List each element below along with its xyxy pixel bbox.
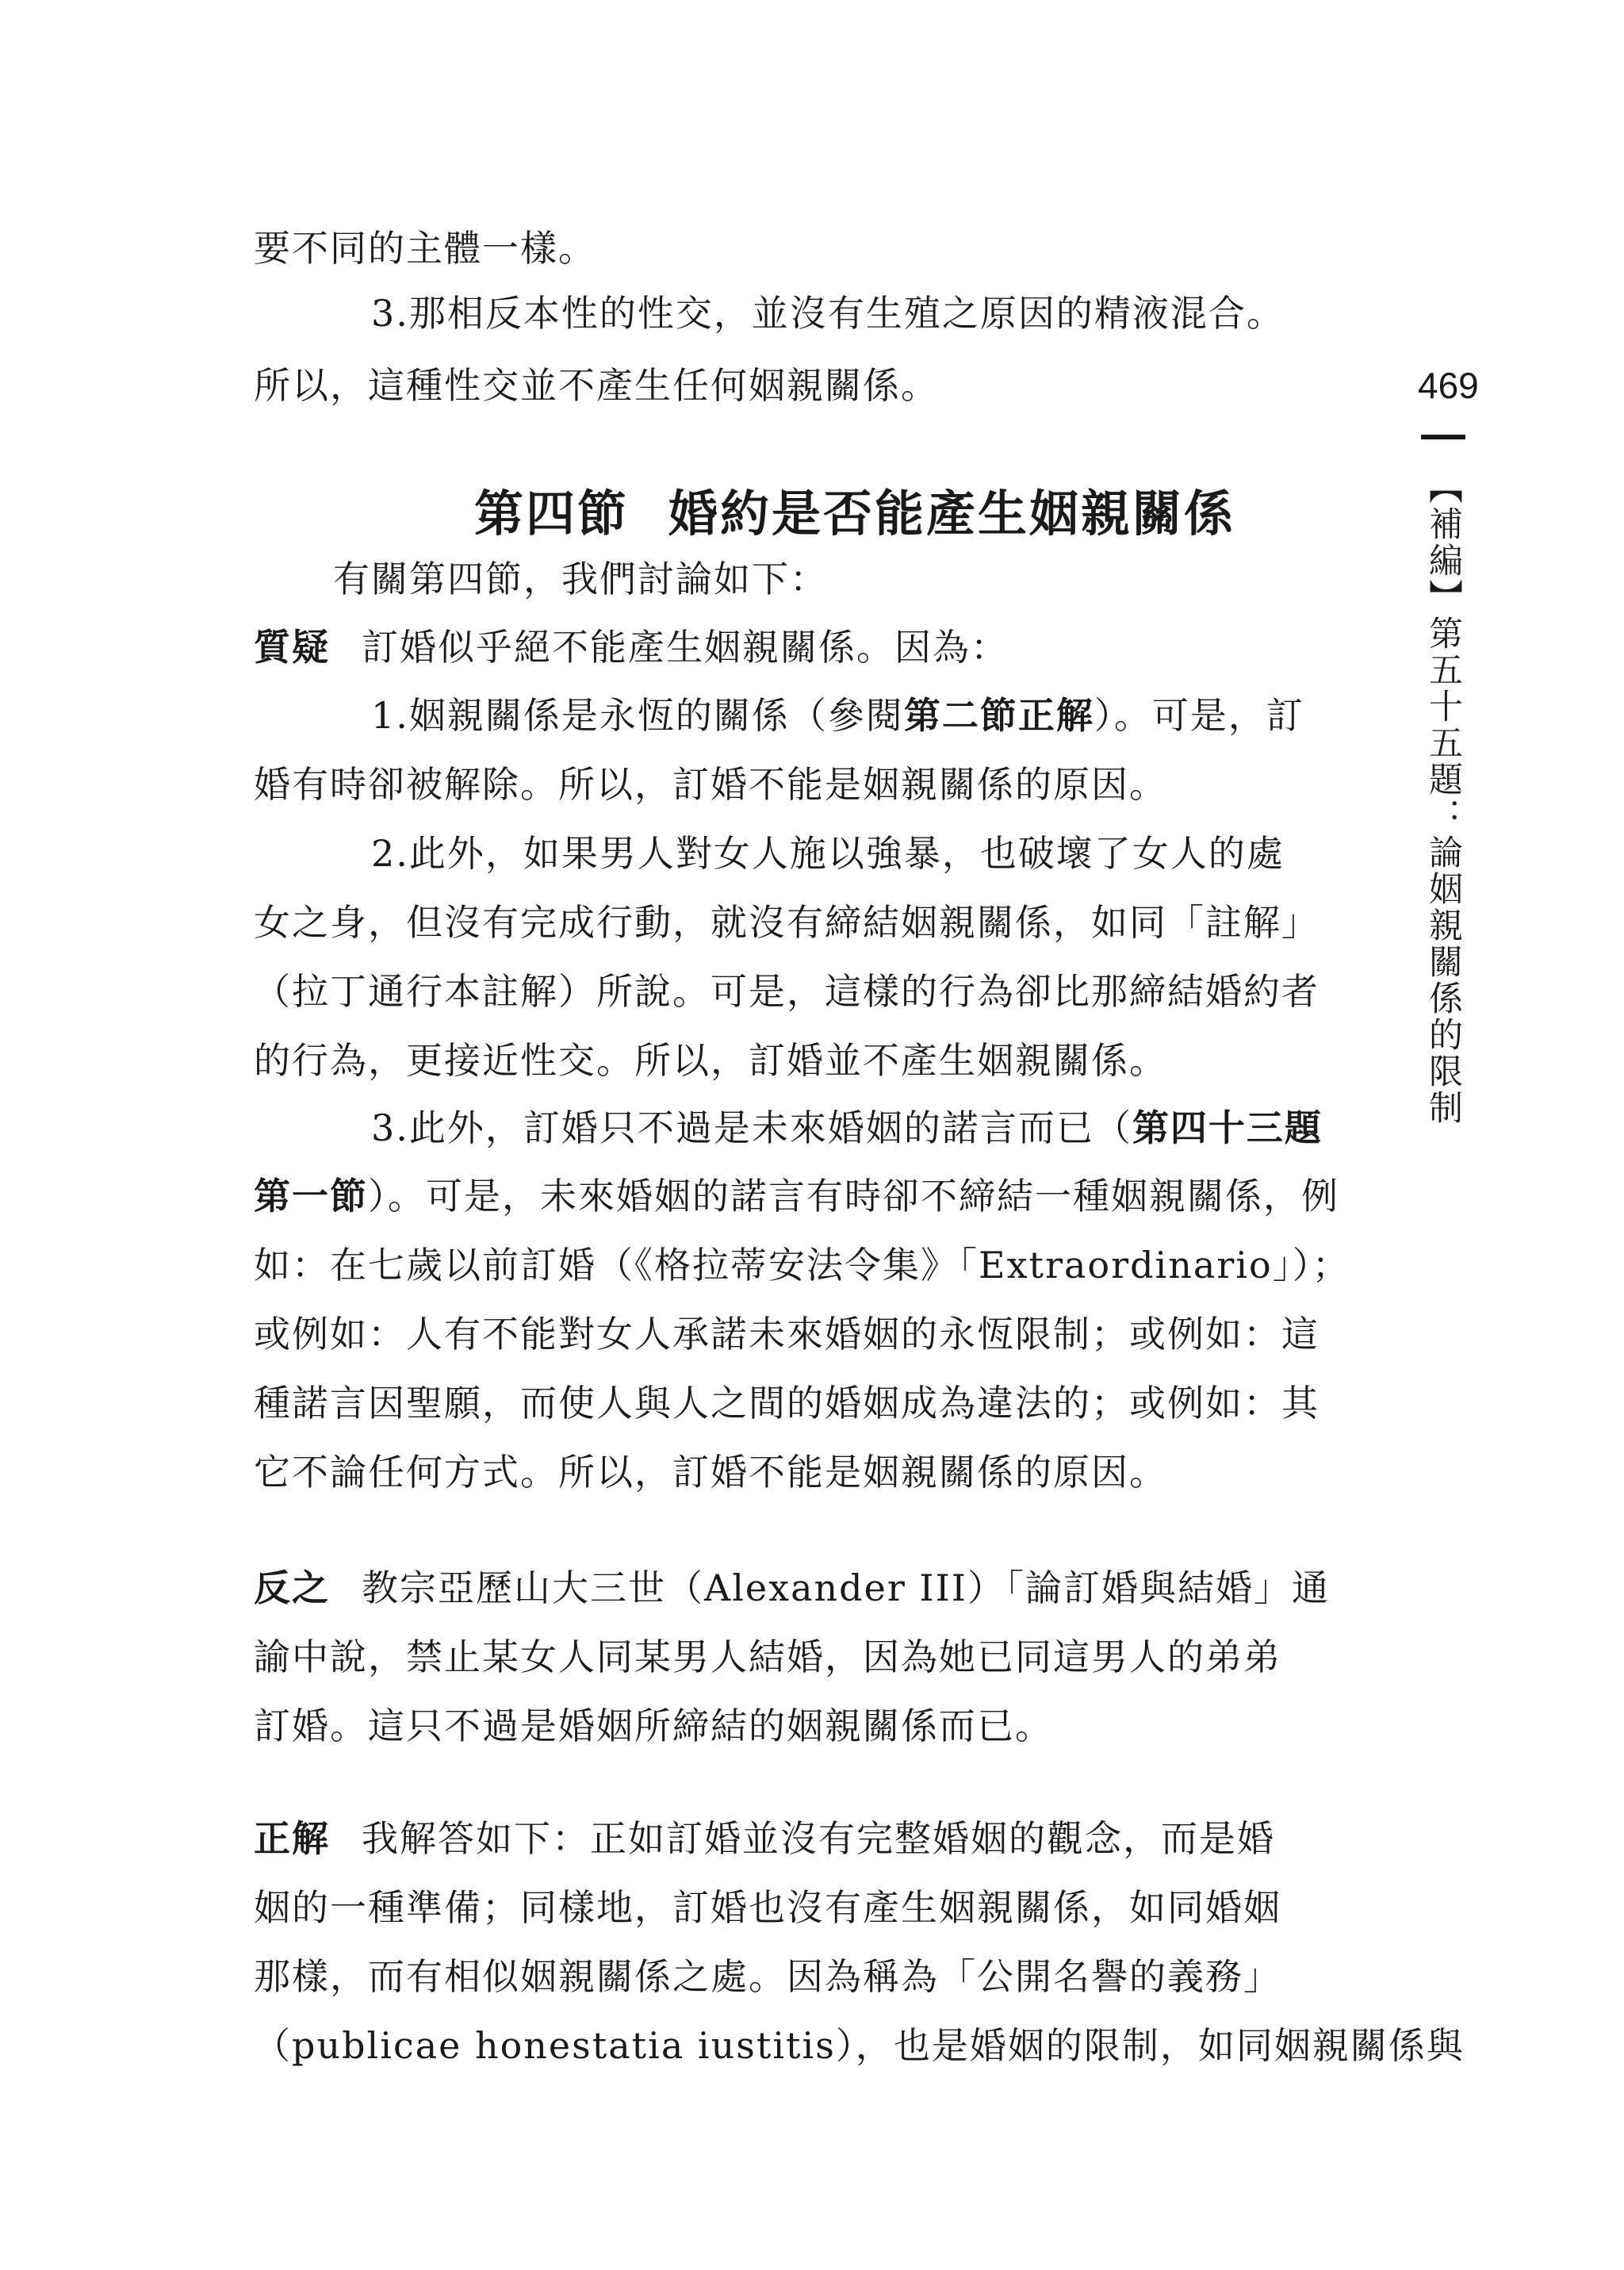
page-number: 469: [1418, 365, 1479, 406]
text-line: 2.此外，如果男人對女人施以強暴，也破壞了女人的處: [371, 832, 1285, 875]
text-line: 種諾言因聖願，而使人與人之間的婚姻成為違法的；或例如：其: [254, 1382, 1320, 1425]
objection-label: 質疑: [254, 626, 330, 669]
text-line: 所以，這種性交並不產生任何姻親關係。: [254, 364, 939, 407]
section-heading: [474, 482, 1235, 546]
text-line: （拉丁通行本註解）所說。可是，這樣的行為卻比那締結婚約者: [254, 970, 1320, 1013]
text-line: 的行為，更接近性交。所以，訂婚並不產生姻親關係。: [254, 1039, 1167, 1082]
text-line: 那樣，而有相似姻親關係之處。因為稱為「公開名譽的義務」: [254, 1955, 1281, 1998]
text-line: 或例如：人有不能對女人承諾未來婚姻的永恆限制；或例如：這: [254, 1313, 1320, 1355]
section-number: 第四節: [474, 485, 630, 543]
section-title: 婚約是否能產生姻親關係: [668, 485, 1236, 543]
text-line: 3.此外，訂婚只不過是未來婚姻的諾言而已（第四十三題: [371, 1106, 1323, 1149]
text-line: 諭中說，禁止某女人同某男人結婚，因為她已同這男人的弟弟: [254, 1635, 1281, 1678]
text-line: 第一節）。可是，未來婚姻的諾言有時卻不締結一種姻親關係，例: [254, 1175, 1339, 1217]
objection-opening: 訂婚似乎絕不能產生姻親關係。因為：: [362, 626, 1009, 669]
text-line: 3.那相反本性的性交，並沒有生殖之原因的精液混合。: [371, 292, 1285, 335]
text-line: （publicae honestatia iustitis），也是婚姻的限制，如同姻親關係與: [254, 2024, 1465, 2067]
text-line: 女之身，但沒有完成行動，就沒有締結姻親關係，如同「註解」: [254, 901, 1320, 944]
text-line: 1.姻親關係是永恆的關係（參閱第二節正解）。可是，訂: [371, 694, 1304, 737]
contrary-label: 反之: [254, 1566, 330, 1609]
section-lead: 有關第四節，我們討論如下：: [333, 558, 828, 600]
running-head: 【補編】第五十五題：論姻親關係的限制: [1423, 470, 1463, 1126]
margin-rule: [1421, 435, 1465, 439]
text-line: 訂婚。這只不過是婚姻所締結的姻親關係而已。: [254, 1704, 1053, 1747]
cross-reference: 第一節: [254, 1175, 368, 1217]
text-line: 如：在七歲以前訂婚（《格拉蒂安法令集》「Extraordinario」）；: [254, 1244, 1350, 1286]
text-line: 要不同的主體一樣。: [254, 227, 596, 270]
answer-first-line: 正解 我解答如下：正如訂婚並沒有完整婚姻的觀念，而是婚: [254, 1817, 1275, 1860]
contrary-first-line: 反之 教宗亞歷山大三世（Alexander III）「論訂婚與結婚」通: [254, 1566, 1330, 1609]
text-line: 婚有時卻被解除。所以，訂婚不能是姻親關係的原因。: [254, 763, 1167, 806]
text-line: 姻的一種準備；同樣地，訂婚也沒有產生姻親關係，如同婚姻: [254, 1886, 1281, 1929]
answer-label: 正解: [254, 1817, 330, 1860]
text-line: 它不論任何方式。所以，訂婚不能是姻親關係的原因。: [254, 1451, 1167, 1494]
cross-reference: 第二節正解: [903, 694, 1094, 737]
objection-opening-line: [254, 623, 1009, 671]
cross-reference: 第四十三題: [1132, 1106, 1323, 1149]
